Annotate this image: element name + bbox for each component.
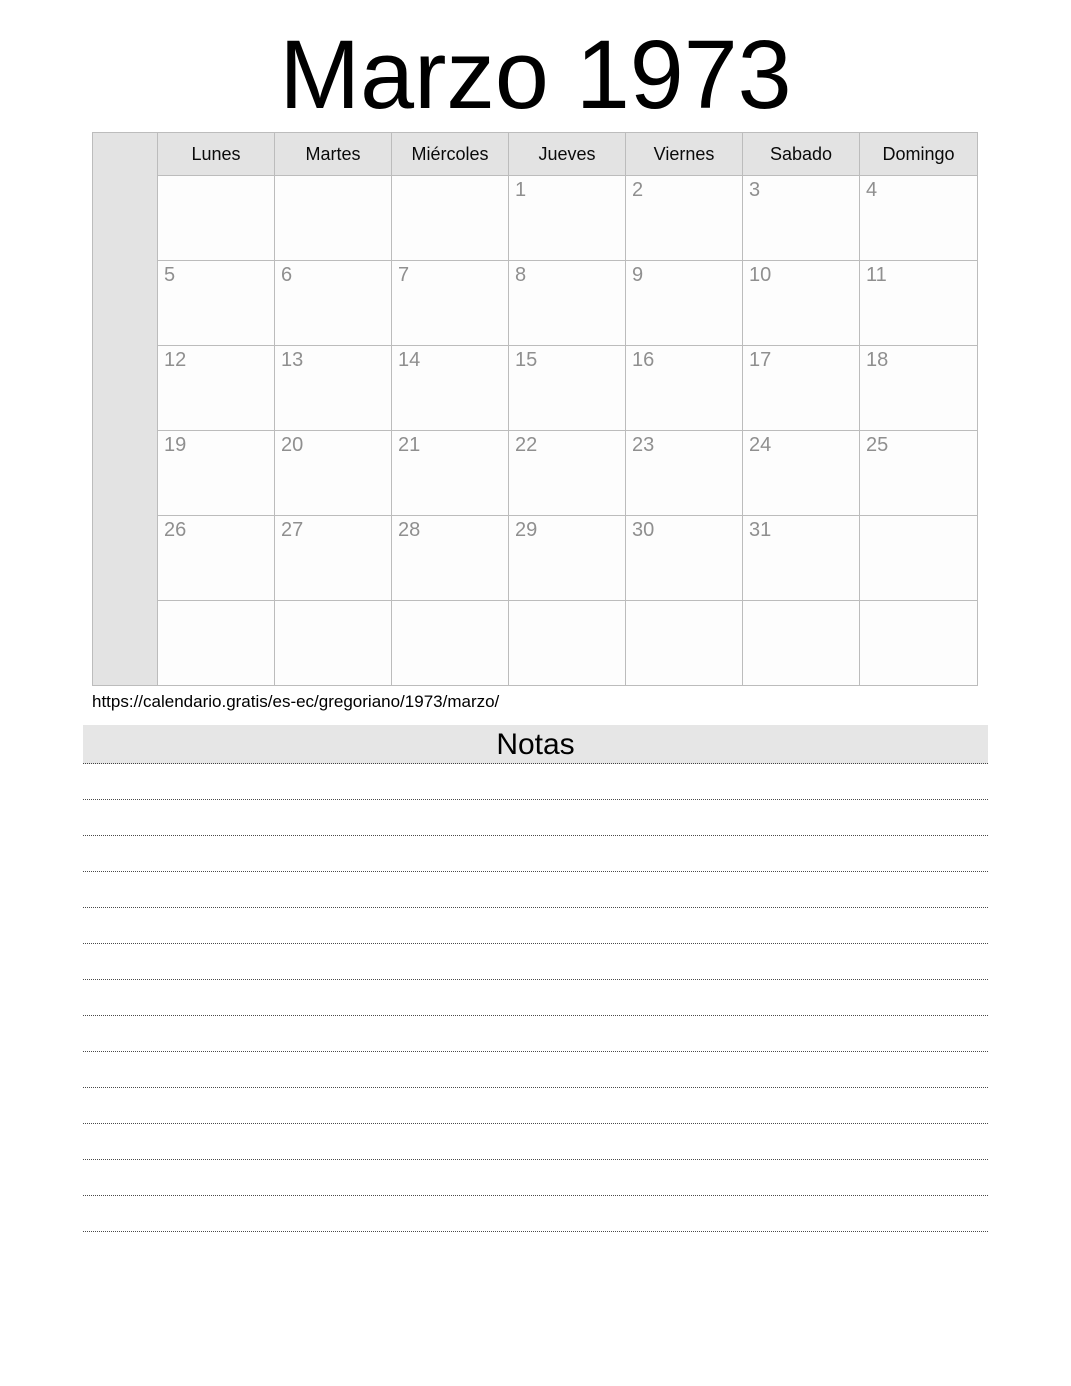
empty-day-cell [275,601,392,686]
week-gutter-column [93,133,158,686]
empty-day-cell [860,601,978,686]
note-line [83,764,988,800]
weekday-header-lunes: Lunes [158,133,275,176]
day-cell: 7 [392,261,509,346]
page-title: Marzo 1973 [279,20,792,129]
day-cell: 16 [626,346,743,431]
day-cell: 28 [392,516,509,601]
weekday-header-martes: Martes [275,133,392,176]
day-cell: 29 [509,516,626,601]
weekday-header-miercoles: Miércoles [392,133,509,176]
calendar-body [93,133,978,686]
notes-section [83,725,988,1232]
empty-day-cell [158,601,275,686]
day-cell: 22 [509,431,626,516]
note-line [83,944,988,980]
day-cell: 25 [860,431,978,516]
empty-day-cell [392,601,509,686]
day-cell: 10 [743,261,860,346]
note-line [83,872,988,908]
empty-day-cell [392,176,509,261]
day-cell: 30 [626,516,743,601]
day-cell: 19 [158,431,275,516]
note-line [83,1124,988,1160]
day-cell: 15 [509,346,626,431]
day-cell: 2 [626,176,743,261]
day-cell: 3 [743,176,860,261]
week-row [93,516,978,601]
weekday-header-domingo: Domingo [860,133,978,176]
day-cell: 27 [275,516,392,601]
note-line [83,1160,988,1196]
empty-day-cell [275,176,392,261]
day-cell: 31 [743,516,860,601]
week-row [93,431,978,516]
day-cell: 18 [860,346,978,431]
week-row [93,261,978,346]
empty-day-cell [860,516,978,601]
empty-day-cell [743,601,860,686]
day-cell: 13 [275,346,392,431]
note-line [83,1016,988,1052]
note-line [83,1196,988,1232]
day-cell: 8 [509,261,626,346]
day-cell: 12 [158,346,275,431]
day-cell: 23 [626,431,743,516]
note-line [83,800,988,836]
note-line [83,1088,988,1124]
weekday-header-jueves: Jueves [509,133,626,176]
day-cell: 5 [158,261,275,346]
day-cell: 4 [860,176,978,261]
week-row [93,601,978,686]
day-cell: 20 [275,431,392,516]
weekday-header-row [93,133,978,176]
notes-lines [83,764,988,1232]
week-row [93,346,978,431]
note-line [83,908,988,944]
day-cell: 17 [743,346,860,431]
weekday-header-viernes: Viernes [626,133,743,176]
day-cell: 9 [626,261,743,346]
day-cell: 21 [392,431,509,516]
empty-day-cell [509,601,626,686]
empty-day-cell [626,601,743,686]
weekday-header-sabado: Sabado [743,133,860,176]
week-row [93,176,978,261]
note-line [83,1052,988,1088]
day-cell: 6 [275,261,392,346]
note-line [83,980,988,1016]
notes-title: Notas [83,725,988,764]
day-cell: 1 [509,176,626,261]
day-cell: 26 [158,516,275,601]
calendar-table [92,132,978,686]
day-cell: 24 [743,431,860,516]
day-cell: 14 [392,346,509,431]
empty-day-cell [158,176,275,261]
source-url: https://calendario.gratis/es-ec/gregoriano/1973/marzo/ [92,692,500,711]
note-line [83,836,988,872]
day-cell: 11 [860,261,978,346]
